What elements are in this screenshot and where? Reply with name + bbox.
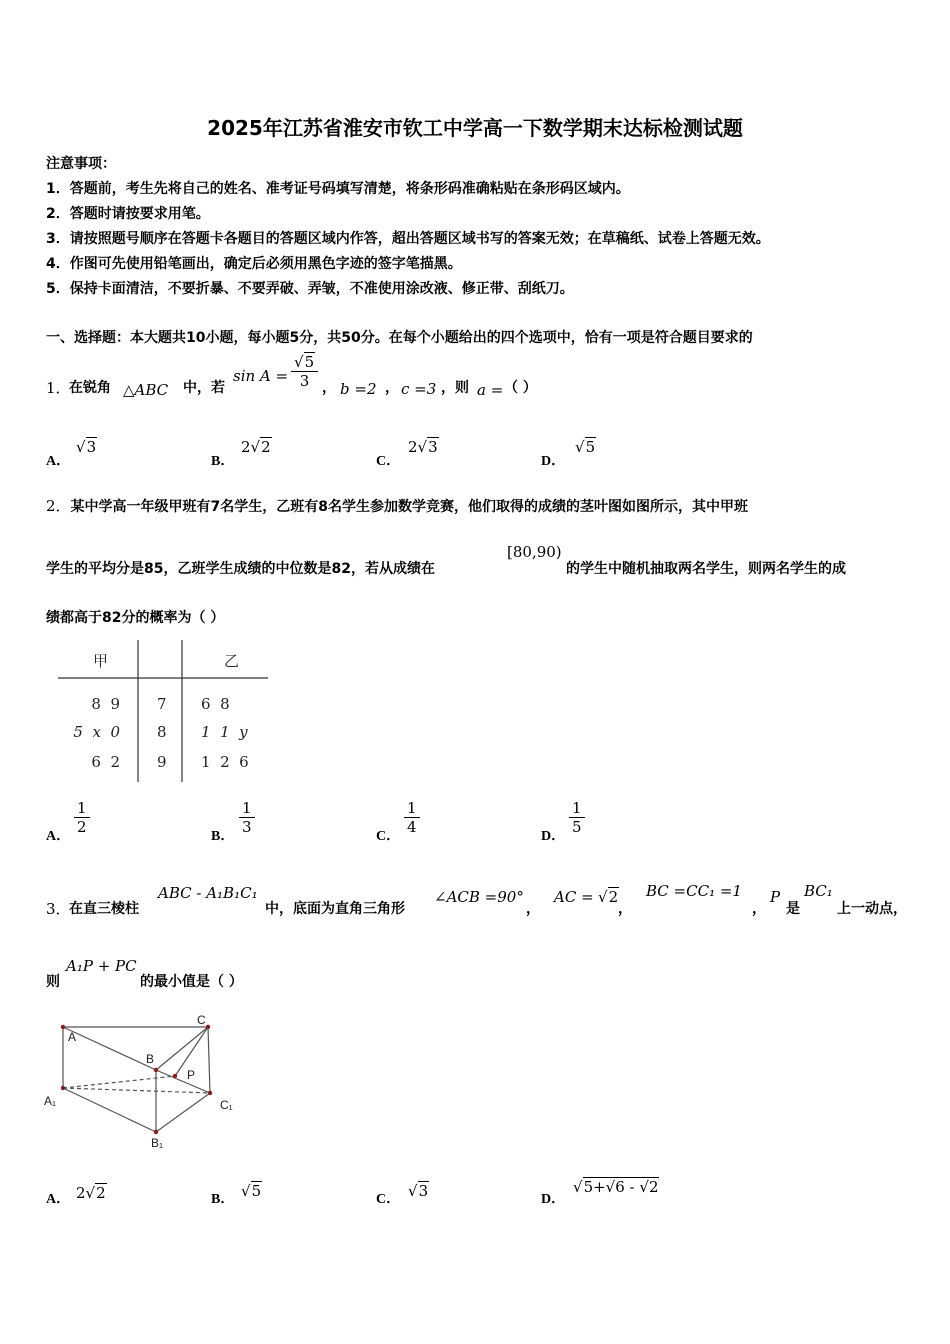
question-3: 3． 在直三棱柱 ABC - A₁B₁C₁ 中，底面为直角三角形 ∠ACB =90° ， AC = √2 ， BC =CC₁ =1 ， P 是 BC₁ 上一动点，	[46, 882, 907, 918]
option-label: D．	[541, 829, 566, 844]
denominator: 3	[291, 371, 318, 390]
math-sin: sin A =	[233, 367, 289, 385]
question-text: 在直三棱柱	[69, 901, 139, 917]
option-c[interactable]	[376, 1178, 526, 1214]
stem-leaf-head-right: 乙	[224, 652, 240, 670]
option-d[interactable]	[541, 797, 641, 847]
answer-paren: （ ）	[504, 380, 537, 396]
notice-item: 4．作图可先使用铅笔画出，确定后必须用黑色字迹的签字笔描黑。	[46, 256, 462, 272]
vertex-label: P	[187, 1068, 196, 1082]
stem-leaf-head-left: 甲	[93, 652, 109, 670]
option-d[interactable]	[541, 1174, 741, 1214]
question-text: 在锐角	[69, 380, 111, 396]
stem: 9	[157, 753, 167, 771]
question-text: 某中学高一年级甲班有7名学生，乙班有8名学生参加数学竞赛，他们取得的成绩的茎叶图如图所示，其中甲班	[70, 499, 749, 515]
math-ac: AC =	[554, 888, 594, 906]
question-number: 1．	[46, 379, 71, 397]
math-b: b =2	[340, 380, 377, 398]
option-fraction: $\frac{1}{2}$	[74, 799, 90, 836]
option-value: √5	[241, 1182, 262, 1200]
stem: 7	[157, 695, 167, 713]
math-expr: A₁P + PC	[66, 957, 137, 975]
option-value: √3	[408, 1182, 429, 1200]
question-number: 2．	[46, 497, 71, 515]
question-2-line2	[46, 558, 435, 578]
option-fraction: $\frac{1}{5}$	[569, 799, 585, 836]
option-label: B．	[211, 829, 235, 844]
math-interval: [80,90)	[507, 543, 562, 561]
leaf-right: 1 1 y	[201, 723, 248, 741]
option-value: 2√2	[241, 438, 271, 456]
question-text: 上一动点，	[837, 901, 907, 917]
option-label: A．	[46, 454, 71, 469]
option-value: √5+√6 - √2	[573, 1178, 659, 1196]
math-a: a =	[477, 381, 504, 399]
stem-leaf-plot	[58, 640, 270, 785]
vertex-label: A₁	[44, 1094, 57, 1108]
math-bc: BC =CC₁ =1	[646, 882, 742, 900]
option-value: 2√2	[76, 1184, 106, 1202]
question-3-line2	[46, 957, 346, 993]
option-label: C．	[376, 1192, 401, 1207]
option-value: √5	[575, 438, 596, 456]
leaf-left: 6 2	[91, 753, 120, 771]
leaf-left: 8 9	[91, 695, 120, 713]
option-b[interactable]	[211, 797, 311, 847]
option-label: B．	[211, 454, 235, 469]
math-triangle: △ABC	[123, 381, 169, 399]
question-text: 是	[786, 901, 800, 917]
question-2	[46, 495, 748, 516]
option-value: 2√3	[408, 438, 438, 456]
option-label: C．	[376, 454, 401, 469]
option-label: C．	[376, 829, 401, 844]
question-text: 中，若	[183, 380, 225, 396]
option-a[interactable]	[46, 797, 146, 847]
math-c: c =3	[401, 380, 437, 398]
section-heading: 一、选择题：本大题共10小题，每小题5分，共50分。在每个小题给出的四个选项中，恰有一项是符合题目要求的	[46, 330, 753, 346]
question-text: ，则	[441, 380, 469, 396]
question-text: 则	[46, 974, 60, 990]
option-b[interactable]	[211, 1178, 361, 1214]
page-title: 2025年江苏省淮安市钦工中学高一下数学期末达标检测试题	[207, 116, 743, 140]
math-sqrt: √2	[598, 888, 619, 906]
vertex-label: B₁	[151, 1136, 164, 1150]
math-p: P	[770, 888, 781, 906]
notice-item: 1．答题前，考生先将自己的姓名、准考证号码填写清楚，将条形码准确粘贴在条形码区域内。	[46, 181, 630, 197]
option-label: B．	[211, 1192, 235, 1207]
option-value: √3	[76, 438, 97, 456]
question-text: 的最小值是（ ）	[140, 974, 243, 990]
notice-heading: 注意事项：	[46, 156, 116, 172]
notice-item: 3．请按照题号顺序在答题卡各题目的答题区域内作答，超出答题区域书写的答案无效；在草稿纸、试卷上答题无效。	[46, 231, 770, 247]
question-text: 学生的平均分是85，乙班学生成绩的中位数是82，若从成绩在	[46, 561, 435, 577]
math-prism: ABC - A₁B₁C₁	[158, 884, 258, 902]
question-2-line2b: 的学生中随机抽取两名学生，则两名学生的成	[566, 561, 846, 577]
question-2-line3: 绩都高于82分的概率为（ ）	[46, 610, 225, 626]
question-text: 中，底面为直角三角形	[265, 901, 405, 917]
leaf-left: 5 x 0	[73, 723, 120, 741]
prism-figure	[40, 1010, 250, 1155]
option-c[interactable]	[376, 797, 476, 847]
leaf-right: 6 8	[201, 695, 230, 713]
vertex-label: C	[197, 1013, 206, 1027]
option-label: A．	[46, 1192, 71, 1207]
radicand: 5	[304, 353, 315, 371]
vertex-label: A	[68, 1030, 77, 1044]
option-label: D．	[541, 1192, 566, 1207]
math-bc1: BC₁	[804, 882, 833, 900]
option-label: A．	[46, 829, 71, 844]
vertex-label: C₁	[220, 1098, 233, 1112]
option-fraction: $\frac{1}{3}$	[239, 799, 255, 836]
vertex-label: B	[146, 1052, 155, 1066]
question-number: 3．	[46, 900, 71, 918]
option-label: D．	[541, 454, 566, 469]
option-fraction: $\frac{1}{4}$	[404, 799, 420, 836]
leaf-right: 1 2 6	[201, 753, 249, 771]
notice-item: 5．保持卡面清洁，不要折暴、不要弄破、弄皱，不准使用涂改液、修正带、刮纸刀。	[46, 281, 574, 297]
fraction: $\frac{√5}{3}$	[291, 353, 318, 390]
notice-item: 2．答题时请按要求用笔。	[46, 206, 210, 222]
stem: 8	[157, 723, 167, 741]
math-angle: ∠ACB =90°	[434, 888, 524, 906]
option-a[interactable]	[46, 1178, 196, 1214]
